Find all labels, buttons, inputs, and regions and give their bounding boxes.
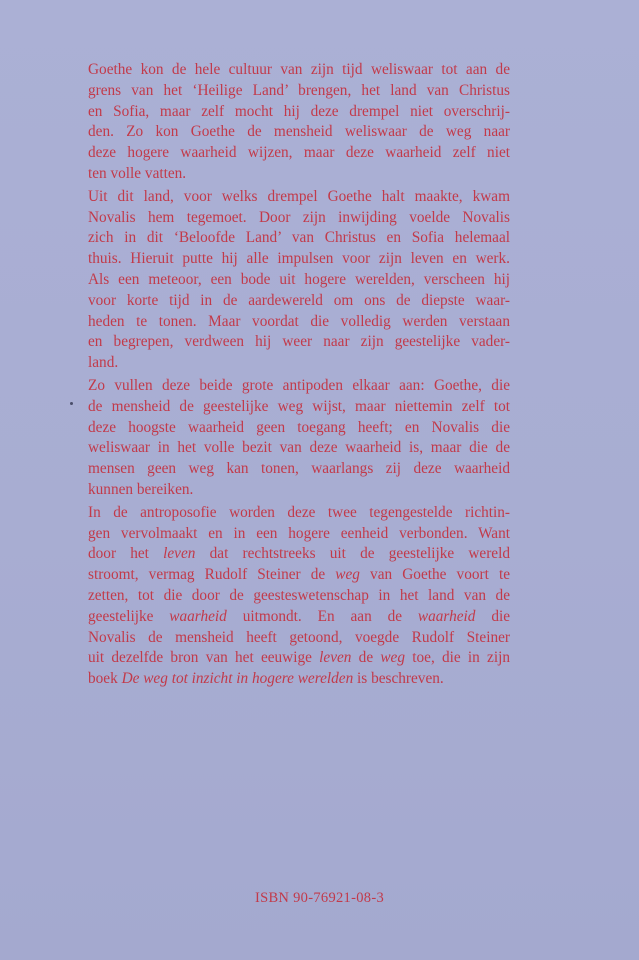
- text-segment: van Goethe voort te: [359, 566, 510, 584]
- text-segment: door het: [88, 545, 164, 563]
- text-line: [88, 565, 510, 586]
- print-speck: [70, 402, 73, 405]
- text-segment: die: [475, 607, 511, 625]
- text-segment: de mensheid de geestelijke weg wijst, maar niettemin zelf tot: [88, 397, 510, 415]
- text-segment: geestelijke: [88, 607, 170, 625]
- text-line: [88, 143, 510, 164]
- text-line: [88, 81, 510, 102]
- text-segment: gen vervolmaakt en in een hogere eenheid verbonden. Want: [88, 524, 510, 542]
- text-segment: deze hogere waarheid wijzen, maar deze waarheid zelf niet: [88, 144, 510, 162]
- text-segment: Uit dit land, voor welks drempel Goethe halt maakte, kwam: [88, 187, 510, 205]
- text-line: [88, 438, 510, 459]
- text-segment: Novalis hem tegemoet. Door zijn inwijding voelde Novalis: [88, 208, 510, 226]
- paragraph: [88, 60, 510, 185]
- text-segment: kunnen bereiken.: [88, 480, 194, 498]
- text-segment: voor korte tijd in de aardewereld om ons de diepste waar-: [88, 291, 510, 309]
- text-segment: deze hoogste waarheid geen toegang heeft; en Novalis die: [88, 418, 510, 436]
- text-line: [88, 376, 510, 397]
- text-line: [88, 607, 510, 628]
- text-segment: zetten, tot die door de geesteswetenschap in het land van de: [88, 586, 510, 604]
- text-line: [88, 418, 510, 439]
- text-segment: In de antroposofie worden deze twee tegengestelde richtin-: [88, 503, 510, 521]
- text-segment: thuis. Hieruit putte hij alle impulsen voor zijn leven en werk.: [88, 250, 510, 268]
- text-line: [88, 208, 510, 229]
- text-line: [88, 628, 510, 649]
- text-segment: Goethe kon de hele cultuur van zijn tijd weliswaar tot aan de: [88, 61, 510, 78]
- text-segment: toe, die in zijn: [405, 649, 510, 667]
- text-segment: grens van het ‘Heilige Land’ brengen, het land van Christus: [88, 81, 510, 99]
- paragraph: [88, 187, 510, 374]
- text-line: [88, 187, 510, 208]
- italic-text: waarheid: [169, 607, 227, 625]
- text-segment: Zo vullen deze beide grote antipoden elkaar aan: Goethe, die: [88, 376, 510, 394]
- text-segment: zich in dit ‘Beloofde Land’ van Christus en Sofia helemaal: [88, 229, 510, 247]
- isbn-number: ISBN 90-76921-08-3: [254, 890, 385, 906]
- text-segment: stroomt, vermag Rudolf Steiner de: [88, 566, 336, 584]
- text-line: [88, 102, 510, 123]
- italic-text: weg: [335, 566, 360, 584]
- text-line: [88, 503, 510, 524]
- text-segment: land.: [88, 354, 119, 372]
- text-line: [88, 648, 510, 669]
- text-line: [88, 669, 510, 690]
- text-line: [88, 291, 510, 312]
- text-segment: uitmondt. En aan de: [226, 607, 418, 625]
- text-segment: heden te tonen. Maar voordat die volledig werden verstaan: [88, 312, 510, 330]
- italic-text: waarheid: [417, 607, 476, 625]
- text-line: [88, 544, 510, 565]
- paragraph: [88, 376, 510, 501]
- text-line: [88, 459, 510, 480]
- text-segment: boek: [88, 670, 122, 688]
- text-line: [88, 122, 510, 143]
- text-segment: de: [351, 649, 381, 667]
- italic-text: De weg tot inzicht in hogere werelden: [121, 670, 354, 688]
- text-line: [88, 228, 510, 249]
- text-segment: weliswaar in het volle bezit van deze waarheid is, maar die de: [88, 439, 510, 457]
- text-line: [88, 312, 510, 333]
- text-segment: Als een meteoor, een bode uit hogere werelden, verscheen hij: [88, 270, 510, 288]
- text-line: [88, 60, 510, 81]
- text-segment: den. Zo kon Goethe de mensheid weliswaar de weg naar: [88, 123, 510, 141]
- text-line: [88, 332, 510, 353]
- text-line: [88, 586, 510, 607]
- text-line: [88, 270, 510, 291]
- italic-text: leven: [163, 545, 196, 563]
- blurb-text: [88, 60, 510, 692]
- italic-text: weg: [380, 649, 406, 667]
- paragraph: [88, 503, 510, 690]
- text-segment: mensen geen weg kan tonen, waarlangs zij deze waarheid: [88, 460, 510, 478]
- text-segment: dat rechtstreeks uit de geestelijke wereld: [195, 545, 510, 563]
- text-line: [88, 480, 510, 501]
- text-line: [88, 397, 510, 418]
- text-segment: en begrepen, verdween hij weer naar zijn geestelijke vader-: [88, 333, 510, 351]
- text-segment: en Sofia, maar zelf mocht hij deze drempel niet overschrij-: [88, 102, 510, 120]
- text-line: [88, 353, 510, 374]
- text-line: [88, 249, 510, 270]
- italic-text: leven: [319, 649, 352, 667]
- text-segment: ten volle vatten.: [88, 164, 187, 182]
- text-segment: Novalis de mensheid heeft getoond, voegde Rudolf Steiner: [88, 628, 510, 646]
- text-line: [88, 164, 510, 185]
- text-segment: is beschreven.: [353, 670, 444, 688]
- text-line: [88, 524, 510, 545]
- text-segment: uit dezelfde bron van het eeuwige: [88, 649, 320, 667]
